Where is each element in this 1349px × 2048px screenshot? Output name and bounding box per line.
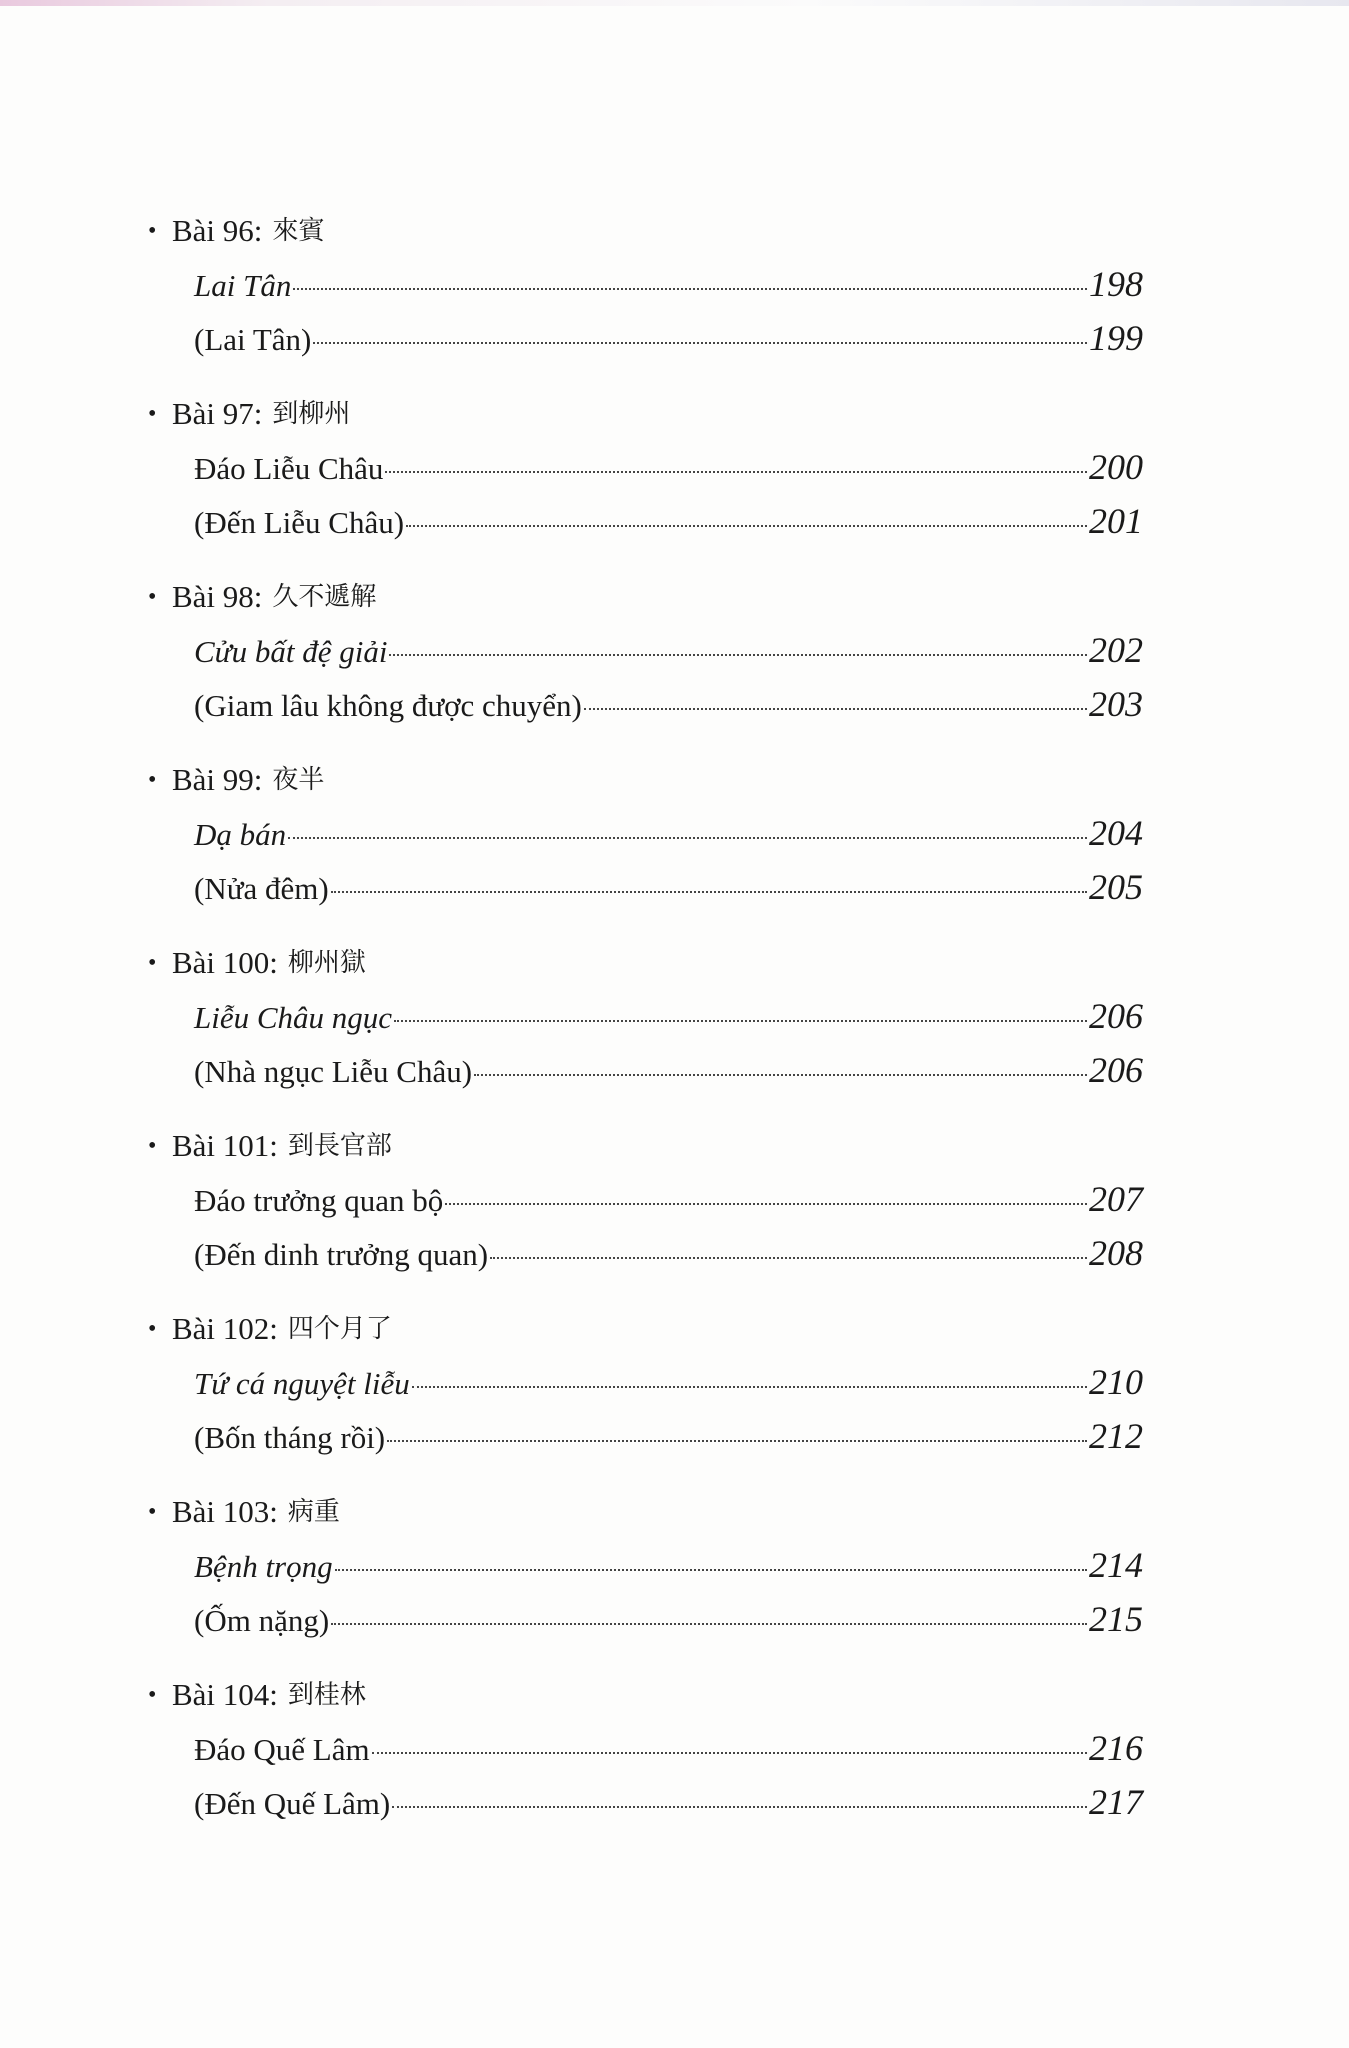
dot-leader (474, 1074, 1087, 1076)
dot-leader (335, 1569, 1087, 1571)
chinese-title: 來賓 (272, 216, 325, 246)
section-heading (148, 1303, 1143, 1355)
entry-title: (Giam lâu không được chuyển) (194, 688, 582, 723)
toc-entry[interactable] (194, 989, 1143, 1043)
lesson-number: Bài 101: (172, 1128, 278, 1163)
toc-entry[interactable] (194, 806, 1143, 860)
page-number: 201 (1089, 501, 1143, 541)
section-heading (148, 205, 1143, 257)
page-number: 207 (1089, 1179, 1143, 1219)
toc-entry[interactable] (194, 1355, 1143, 1409)
toc-section (148, 571, 1143, 754)
toc-entry[interactable] (194, 623, 1143, 677)
bullet-icon: • (148, 218, 157, 244)
toc-entry[interactable] (194, 1172, 1143, 1226)
toc-entry[interactable] (194, 311, 1143, 365)
toc-entry[interactable] (194, 1775, 1143, 1829)
bullet-icon: • (148, 1499, 157, 1525)
section-heading (148, 1669, 1143, 1721)
chinese-title: 柳州獄 (287, 948, 366, 978)
dot-leader (584, 708, 1087, 710)
chinese-title: 夜半 (272, 765, 325, 795)
page-number: 205 (1089, 867, 1143, 907)
entry-title: Liễu Châu ngục (194, 1000, 393, 1035)
entry-title: Lai Tân (194, 268, 292, 303)
toc-entry[interactable] (194, 1409, 1143, 1463)
bullet-icon: • (148, 1316, 157, 1342)
toc-section (148, 388, 1143, 571)
dot-leader (490, 1257, 1087, 1259)
chinese-title: 四个月了 (287, 1314, 392, 1344)
dot-leader (331, 891, 1087, 893)
page-number: 206 (1089, 1050, 1143, 1090)
toc-section (148, 937, 1143, 1120)
section-heading (148, 1486, 1143, 1538)
toc-entry[interactable] (194, 1721, 1143, 1775)
page-number: 202 (1089, 630, 1143, 670)
lesson-number: Bài 99: (172, 762, 263, 797)
entry-title: Dạ bán (194, 817, 287, 852)
entry-title: (Nửa đêm) (194, 871, 329, 906)
page-number: 204 (1089, 813, 1143, 853)
toc-entry[interactable] (194, 677, 1143, 731)
dot-leader (392, 1806, 1087, 1808)
page-number: 214 (1089, 1545, 1143, 1585)
section-heading (148, 937, 1143, 989)
toc-entry[interactable] (194, 860, 1143, 914)
toc-entry[interactable] (194, 440, 1143, 494)
dot-leader (331, 1623, 1087, 1625)
dot-leader (389, 654, 1087, 656)
toc-entry[interactable] (194, 1043, 1143, 1097)
toc-entry[interactable] (194, 494, 1143, 548)
bullet-icon: • (148, 1133, 157, 1159)
lesson-number: Bài 96: (172, 213, 263, 248)
entry-title: (Nhà ngục Liễu Châu) (194, 1054, 473, 1089)
dot-leader (288, 837, 1087, 839)
toc-entry[interactable] (194, 1538, 1143, 1592)
page-number: 210 (1089, 1362, 1143, 1402)
toc-section (148, 1486, 1143, 1669)
chinese-title: 到柳州 (272, 399, 351, 429)
page-number: 215 (1089, 1599, 1143, 1639)
entry-title: (Ốm nặng) (194, 1603, 330, 1638)
page-number: 216 (1089, 1728, 1143, 1768)
bullet-icon: • (148, 767, 157, 793)
page-number: 206 (1089, 996, 1143, 1036)
bullet-icon: • (148, 401, 157, 427)
page-number: 208 (1089, 1233, 1143, 1273)
toc-section (148, 1669, 1143, 1852)
dot-leader (372, 1752, 1087, 1754)
entry-title: (Bốn tháng rồi) (194, 1420, 386, 1455)
dot-leader (412, 1386, 1087, 1388)
entry-title: (Đến dinh trưởng quan) (194, 1237, 489, 1272)
lesson-number: Bài 103: (172, 1494, 278, 1529)
entry-title: Đáo Liễu Châu (194, 451, 384, 486)
page-number: 217 (1089, 1782, 1143, 1822)
dot-leader (445, 1203, 1087, 1205)
toc-entry[interactable] (194, 1592, 1143, 1646)
entry-title: Cửu bất đệ giải (194, 634, 388, 669)
page-number: 203 (1089, 684, 1143, 724)
chinese-title: 到長官部 (287, 1131, 392, 1161)
entry-title: Đáo Quế Lâm (194, 1732, 370, 1767)
dot-leader (313, 342, 1087, 344)
entry-title: (Đến Quế Lâm) (194, 1786, 391, 1821)
toc-entry[interactable] (194, 1226, 1143, 1280)
lesson-number: Bài 102: (172, 1311, 278, 1346)
page-number: 199 (1089, 318, 1143, 358)
chinese-title: 病重 (287, 1497, 340, 1527)
entry-title: (Lai Tân) (194, 322, 312, 357)
section-heading (148, 388, 1143, 440)
section-heading (148, 1120, 1143, 1172)
dot-leader (293, 288, 1087, 290)
dot-leader (387, 1440, 1087, 1442)
toc-section (148, 205, 1143, 388)
toc-entry[interactable] (194, 257, 1143, 311)
page-number: 212 (1089, 1416, 1143, 1456)
bullet-icon: • (148, 950, 157, 976)
toc-section (148, 1120, 1143, 1303)
lesson-number: Bài 104: (172, 1677, 278, 1712)
page-number: 198 (1089, 264, 1143, 304)
page-edge (0, 0, 1349, 6)
dot-leader (385, 471, 1087, 473)
lesson-number: Bài 100: (172, 945, 278, 980)
table-of-contents (148, 205, 1143, 1852)
page-number: 200 (1089, 447, 1143, 487)
entry-title: Đáo trưởng quan bộ (194, 1183, 444, 1218)
lesson-number: Bài 98: (172, 579, 263, 614)
entry-title: Tứ cá nguyệt liễu (194, 1366, 410, 1401)
entry-title: Bệnh trọng (194, 1549, 333, 1584)
dot-leader (394, 1020, 1087, 1022)
section-heading (148, 754, 1143, 806)
bullet-icon: • (148, 584, 157, 610)
entry-title: (Đến Liễu Châu) (194, 505, 405, 540)
toc-section (148, 754, 1143, 937)
section-heading (148, 571, 1143, 623)
dot-leader (406, 525, 1087, 527)
lesson-number: Bài 97: (172, 396, 263, 431)
chinese-title: 到桂林 (287, 1680, 366, 1710)
bullet-icon: • (148, 1682, 157, 1708)
toc-section (148, 1303, 1143, 1486)
chinese-title: 久不遞解 (272, 582, 377, 612)
